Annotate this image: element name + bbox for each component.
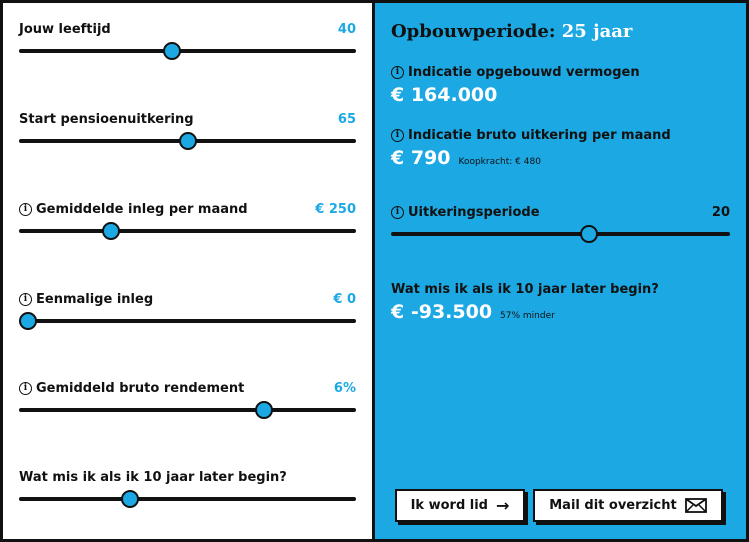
slider-thumb[interactable] bbox=[255, 401, 273, 419]
slider-thumb[interactable] bbox=[102, 222, 120, 240]
slider-track[interactable] bbox=[19, 497, 356, 501]
slider-value: € 250 bbox=[315, 201, 356, 217]
slider-value: 6% bbox=[333, 380, 356, 396]
mail-icon bbox=[685, 498, 707, 513]
slider-later-start bbox=[19, 467, 356, 501]
info-icon[interactable]: i bbox=[19, 203, 32, 216]
arrow-right-icon: → bbox=[496, 496, 510, 515]
input-panel bbox=[3, 3, 375, 539]
slider-track[interactable] bbox=[19, 408, 356, 412]
slider-label: Start pensioenuitkering bbox=[19, 111, 194, 127]
mail-overview-button[interactable]: Mail dit overzicht bbox=[533, 489, 723, 522]
slider-thumb[interactable] bbox=[163, 42, 181, 60]
capital-value: € 164.000 bbox=[391, 84, 498, 106]
miss-percentage: 57% minder bbox=[500, 311, 555, 321]
slider-label: i Uitkeringsperiode bbox=[391, 205, 540, 220]
miss-value: € -93.500 bbox=[391, 301, 493, 323]
slider-thumb[interactable] bbox=[580, 225, 598, 243]
info-icon[interactable]: i bbox=[391, 206, 404, 219]
slider-value: 40 bbox=[337, 21, 356, 37]
slider-return bbox=[19, 378, 356, 412]
slider-payout-period bbox=[391, 202, 730, 236]
slider-track[interactable] bbox=[19, 229, 356, 233]
slider-label: i Gemiddeld bruto rendement bbox=[19, 381, 244, 396]
slider-track[interactable] bbox=[19, 139, 356, 143]
slider-thumb[interactable] bbox=[121, 490, 139, 508]
slider-label: Jouw leeftijd bbox=[19, 21, 111, 37]
slider-pension-start bbox=[19, 109, 356, 143]
slider-label: i Eenmalige inleg bbox=[19, 292, 153, 307]
payout-value: € 790 bbox=[391, 147, 451, 169]
slider-value: € 0 bbox=[333, 291, 356, 307]
info-icon[interactable]: i bbox=[391, 129, 404, 142]
join-button[interactable]: Ik word lid → bbox=[395, 489, 525, 522]
info-icon[interactable]: i bbox=[391, 66, 404, 79]
info-icon[interactable]: i bbox=[19, 382, 32, 395]
slider-age bbox=[19, 19, 356, 53]
slider-track[interactable] bbox=[19, 49, 356, 53]
info-icon[interactable]: i bbox=[19, 293, 32, 306]
payout-result: i Indicatie bruto uitkering per maand € 790 Koopkracht: € 480 bbox=[391, 128, 671, 169]
period-title: Opbouwperiode: 25 jaar bbox=[391, 21, 633, 42]
capital-result: i Indicatie opgebouwd vermogen € 164.000 bbox=[391, 65, 640, 106]
slider-label: i Gemiddelde inleg per maand bbox=[19, 202, 248, 217]
slider-value: 65 bbox=[337, 111, 356, 127]
miss-result: Wat mis ik als ik 10 jaar later begin? € -93.500 57% minder bbox=[391, 282, 659, 323]
slider-thumb[interactable] bbox=[179, 132, 197, 150]
slider-one-time-deposit bbox=[19, 289, 356, 323]
slider-label: Wat mis ik als ik 10 jaar later begin? bbox=[19, 469, 287, 485]
results-panel bbox=[375, 3, 746, 539]
slider-value: 20 bbox=[711, 204, 730, 220]
slider-thumb[interactable] bbox=[19, 312, 37, 330]
slider-track[interactable] bbox=[391, 232, 730, 236]
slider-track[interactable] bbox=[19, 319, 356, 323]
slider-monthly-deposit bbox=[19, 199, 356, 233]
purchasing-power: Koopkracht: € 480 bbox=[458, 157, 541, 167]
